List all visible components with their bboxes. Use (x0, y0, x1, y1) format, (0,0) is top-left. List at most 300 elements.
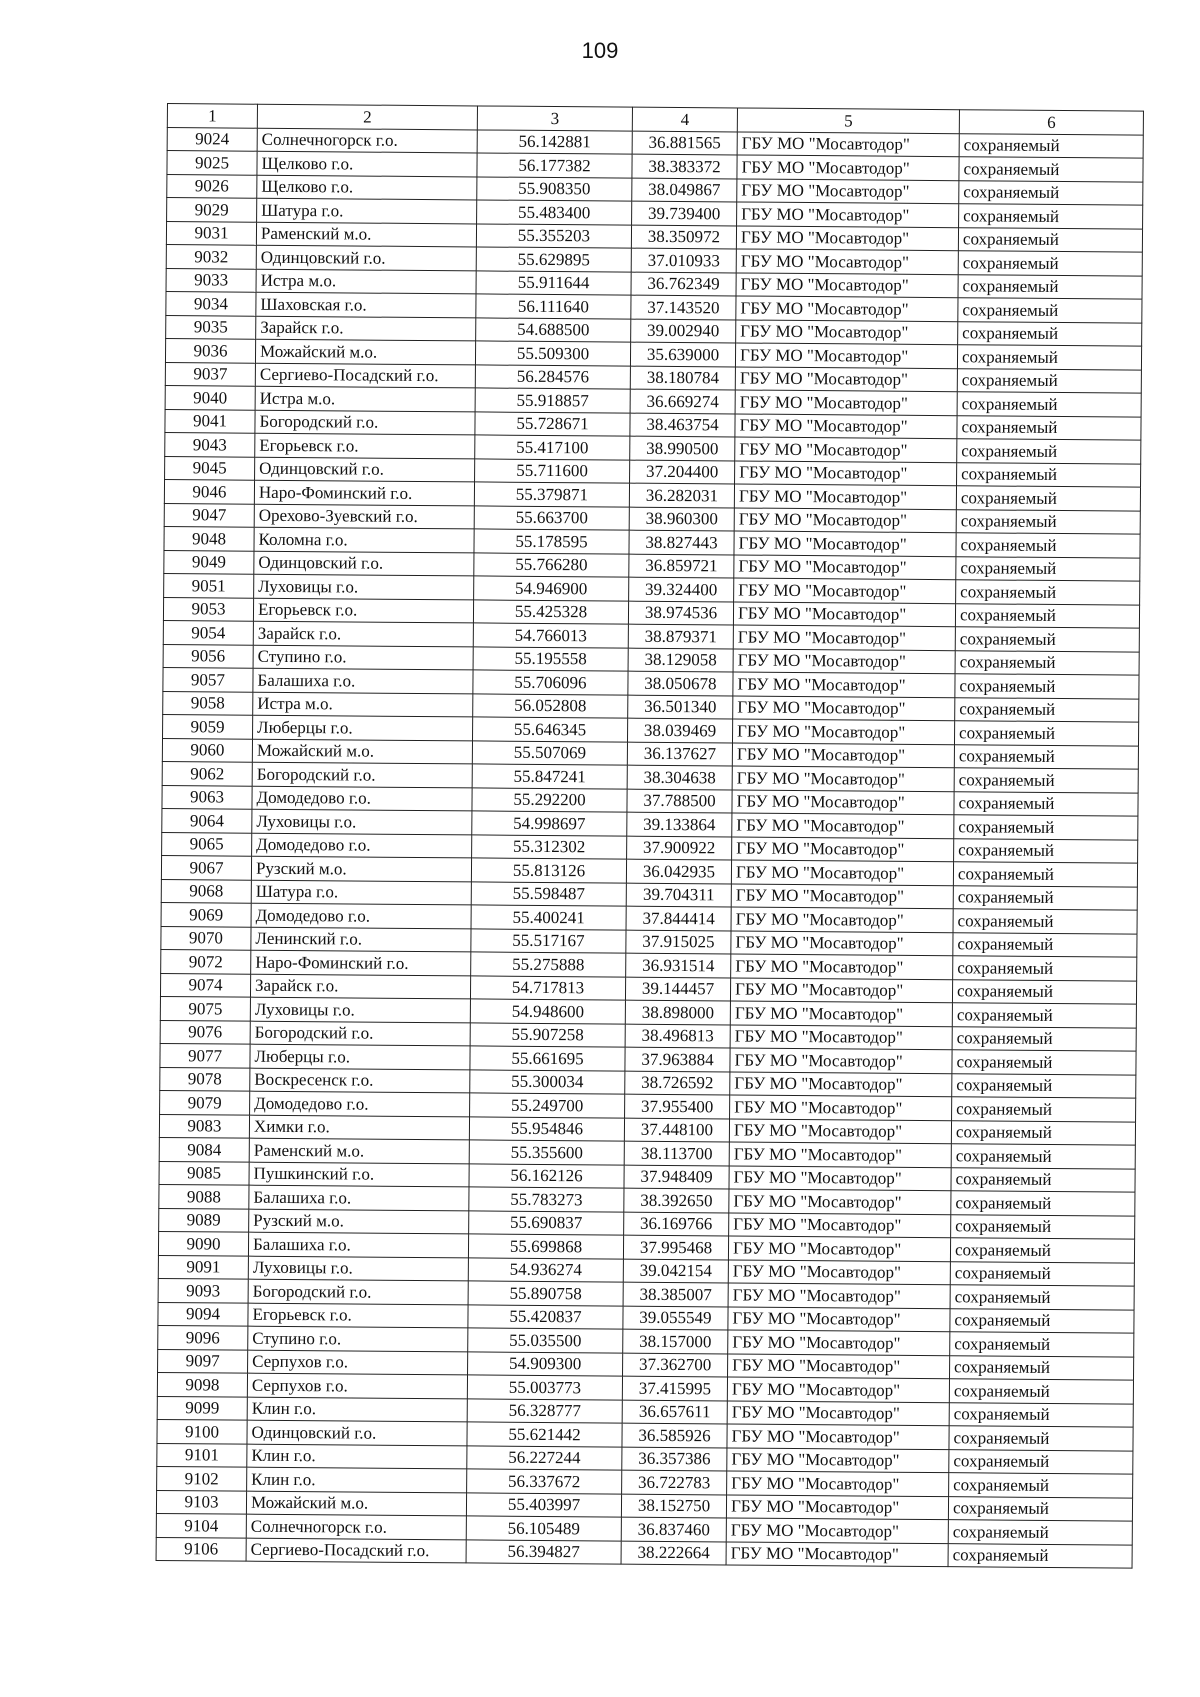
latitude-cell: 56.162126 (469, 1163, 624, 1188)
row-number-cell: 9097 (158, 1349, 248, 1373)
table-body (156, 127, 1143, 1568)
longitude-cell: 39.739400 (632, 201, 737, 225)
latitude-cell: 55.663700 (474, 505, 629, 530)
organization-cell: ГБУ МО "Мосавтодор" (729, 1212, 951, 1237)
row-number-cell: 9047 (164, 503, 254, 527)
municipality-cell: Луховицы г.о. (250, 997, 470, 1022)
latitude-cell: 55.035500 (468, 1328, 623, 1353)
longitude-cell: 39.144457 (625, 977, 730, 1001)
organization-cell: ГБУ МО "Мосавтодор" (736, 272, 958, 297)
status-cell: сохраняемый (950, 1308, 1134, 1333)
row-number-cell: 9072 (161, 949, 251, 973)
municipality-cell: Можайский м.о. (252, 739, 472, 764)
status-cell: сохраняемый (955, 674, 1139, 699)
municipality-cell: Истра м.о. (255, 386, 475, 411)
status-cell: сохраняемый (954, 744, 1138, 769)
row-number-cell: 9088 (159, 1184, 249, 1208)
municipality-cell: Рузский м.о. (251, 856, 471, 881)
organization-cell: ГБУ МО "Мосавтодор" (735, 343, 957, 368)
status-cell: сохраняемый (953, 862, 1137, 887)
row-number-cell: 9049 (164, 550, 254, 574)
organization-cell: ГБУ МО "Мосавтодор" (727, 1471, 949, 1496)
row-number-cell: 9056 (163, 644, 253, 668)
status-cell: сохраняемый (958, 321, 1142, 346)
longitude-cell: 38.157000 (623, 1329, 728, 1353)
organization-cell: ГБУ МО "Мосавтодор" (733, 695, 955, 720)
row-number-cell: 9106 (156, 1537, 246, 1561)
row-number-cell: 9043 (165, 432, 255, 456)
row-number-cell: 9064 (162, 808, 252, 832)
latitude-cell: 55.907258 (470, 1022, 625, 1047)
status-cell: сохраняемый (954, 768, 1138, 793)
latitude-cell: 55.249700 (470, 1093, 625, 1118)
status-cell: сохраняемый (949, 1426, 1133, 1451)
latitude-cell: 55.699868 (468, 1234, 623, 1259)
status-cell: сохраняемый (948, 1543, 1132, 1568)
row-number-cell: 9036 (165, 338, 255, 362)
column-header-6: 6 (959, 110, 1143, 135)
longitude-cell: 37.788500 (627, 789, 732, 813)
municipality-cell: Ленинский г.о. (251, 927, 471, 952)
latitude-cell: 56.337672 (467, 1469, 622, 1494)
longitude-cell: 38.385007 (623, 1282, 728, 1306)
latitude-cell: 55.517167 (471, 928, 626, 953)
organization-cell: ГБУ МО "Мосавтодор" (729, 1189, 951, 1214)
organization-cell: ГБУ МО "Мосавтодор" (726, 1494, 948, 1519)
longitude-cell: 38.827443 (629, 530, 734, 554)
organization-cell: ГБУ МО "Мосавтодор" (735, 366, 957, 391)
organization-cell: ГБУ МО "Мосавтодор" (737, 202, 959, 227)
organization-cell: ГБУ МО "Мосавтодор" (732, 836, 954, 861)
longitude-cell: 36.859721 (629, 554, 734, 578)
latitude-cell: 56.284576 (475, 364, 630, 389)
organization-cell: ГБУ МО "Мосавтодор" (728, 1236, 950, 1261)
organization-cell: ГБУ МО "Мосавтодор" (732, 813, 954, 838)
status-cell: сохраняемый (955, 697, 1139, 722)
municipality-cell: Истра м.о. (253, 692, 473, 717)
status-cell: сохраняемый (957, 392, 1141, 417)
status-cell: сохраняемый (948, 1520, 1132, 1545)
status-cell: сохраняемый (952, 979, 1136, 1004)
organization-cell: ГБУ МО "Мосавтодор" (726, 1541, 948, 1566)
municipality-cell: Ступино г.о. (248, 1326, 468, 1351)
latitude-cell: 55.509300 (475, 341, 630, 366)
municipality-cell: Богородский г.о. (255, 410, 475, 435)
row-number-cell: 9094 (158, 1302, 248, 1326)
organization-cell: ГБУ МО "Мосавтодор" (727, 1400, 949, 1425)
longitude-cell: 37.204400 (630, 460, 735, 484)
status-cell: сохраняемый (949, 1449, 1133, 1474)
status-cell: сохраняемый (952, 1073, 1136, 1098)
organization-cell: ГБУ МО "Мосавтодор" (734, 554, 956, 579)
latitude-cell: 55.646345 (473, 717, 628, 742)
latitude-cell: 55.417100 (475, 435, 630, 460)
organization-cell: ГБУ МО "Мосавтодор" (733, 625, 955, 650)
municipality-cell: Зарайск г.о. (256, 316, 476, 341)
longitude-cell: 38.960300 (629, 507, 734, 531)
latitude-cell: 54.688500 (476, 317, 631, 342)
organization-cell: ГБУ МО "Мосавтодор" (729, 1165, 951, 1190)
longitude-cell: 38.222664 (621, 1541, 726, 1565)
organization-cell: ГБУ МО "Мосавтодор" (730, 1001, 952, 1026)
status-cell: сохраняемый (948, 1496, 1132, 1521)
status-cell: сохраняемый (956, 556, 1140, 581)
organization-cell: ГБУ МО "Мосавтодор" (732, 742, 954, 767)
status-cell: сохраняемый (958, 298, 1142, 323)
municipality-cell: Щелково г.о. (257, 151, 477, 176)
row-number-cell: 9074 (160, 973, 250, 997)
latitude-cell: 55.312302 (472, 834, 627, 859)
status-cell: сохраняемый (953, 956, 1137, 981)
latitude-cell: 55.706096 (473, 670, 628, 695)
longitude-cell: 37.955400 (625, 1094, 730, 1118)
row-number-cell: 9063 (162, 785, 252, 809)
latitude-cell: 56.177382 (477, 153, 632, 178)
status-cell: сохраняемый (959, 204, 1143, 229)
status-cell: сохраняемый (954, 815, 1138, 840)
row-number-cell: 9026 (167, 174, 257, 198)
row-number-cell: 9090 (158, 1231, 248, 1255)
longitude-cell: 36.042935 (626, 859, 731, 883)
longitude-cell: 35.639000 (630, 342, 735, 366)
longitude-cell: 37.915025 (626, 930, 731, 954)
latitude-cell: 55.890758 (468, 1281, 623, 1306)
status-cell: сохраняемый (951, 1214, 1135, 1239)
municipality-cell: Егорьевск г.о. (255, 433, 475, 458)
municipality-cell: Шатура г.о. (251, 880, 471, 905)
latitude-cell: 54.766013 (473, 623, 628, 648)
row-number-cell: 9076 (160, 1020, 250, 1044)
municipality-cell: Богородский г.о. (248, 1279, 468, 1304)
longitude-cell: 38.898000 (625, 1000, 730, 1024)
municipality-cell: Солнечногорск г.о. (246, 1514, 466, 1539)
latitude-cell: 55.621442 (467, 1422, 622, 1447)
municipality-cell: Химки г.о. (249, 1115, 469, 1140)
row-number-cell: 9065 (162, 832, 252, 856)
longitude-cell: 38.383372 (632, 154, 737, 178)
longitude-cell: 38.974536 (628, 601, 733, 625)
municipality-cell: Люберцы г.о. (250, 1044, 470, 1069)
municipality-cell: Шатура г.о. (257, 198, 477, 223)
longitude-cell: 37.948409 (624, 1165, 729, 1189)
row-number-cell: 9099 (157, 1396, 247, 1420)
longitude-cell: 36.881565 (632, 131, 737, 155)
longitude-cell: 38.039469 (627, 718, 732, 742)
organization-cell: ГБУ МО "Мосавтодор" (730, 1071, 952, 1096)
organization-cell: ГБУ МО "Мосавтодор" (730, 1095, 952, 1120)
row-number-cell: 9046 (164, 479, 254, 503)
column-header-5: 5 (737, 108, 959, 133)
municipality-cell: Балашиха г.о. (248, 1232, 468, 1257)
municipality-cell: Богородский г.о. (250, 1021, 470, 1046)
status-cell: сохраняемый (955, 603, 1139, 628)
status-cell: сохраняемый (956, 509, 1140, 534)
status-cell: сохраняемый (951, 1191, 1135, 1216)
row-number-cell: 9035 (166, 315, 256, 339)
longitude-cell: 38.129058 (628, 648, 733, 672)
status-cell: сохраняемый (957, 415, 1141, 440)
municipality-cell: Одинцовский г.о. (247, 1420, 467, 1445)
longitude-cell: 39.324400 (629, 577, 734, 601)
municipality-cell: Луховицы г.о. (254, 574, 474, 599)
organization-cell: ГБУ МО "Мосавтодор" (736, 225, 958, 250)
organization-cell: ГБУ МО "Мосавтодор" (735, 390, 957, 415)
municipality-cell: Наро-Фоминский г.о. (251, 950, 471, 975)
latitude-cell: 54.948600 (470, 999, 625, 1024)
organization-cell: ГБУ МО "Мосавтодор" (731, 883, 953, 908)
row-number-cell: 9053 (163, 597, 253, 621)
row-number-cell: 9098 (157, 1372, 247, 1396)
latitude-cell: 55.918857 (475, 388, 630, 413)
longitude-cell: 36.837460 (621, 1517, 726, 1541)
latitude-cell: 56.394827 (466, 1539, 621, 1564)
organization-cell: ГБУ МО "Мосавтодор" (734, 531, 956, 556)
latitude-cell: 55.403997 (466, 1492, 621, 1517)
longitude-cell: 36.762349 (631, 272, 736, 296)
row-number-cell: 9067 (161, 855, 251, 879)
status-cell: сохраняемый (959, 133, 1143, 158)
status-cell: сохраняемый (959, 157, 1143, 182)
municipality-cell: Орехово-Зуевский г.о. (254, 504, 474, 529)
latitude-cell: 55.690837 (469, 1210, 624, 1235)
status-cell: сохраняемый (953, 885, 1137, 910)
municipality-cell: Домодедово г.о. (250, 1091, 470, 1116)
municipality-cell: Зарайск г.о. (253, 621, 473, 646)
municipality-cell: Балашиха г.о. (253, 668, 473, 693)
latitude-cell: 55.400241 (471, 905, 626, 930)
status-cell: сохраняемый (952, 1097, 1136, 1122)
latitude-cell: 55.813126 (471, 858, 626, 883)
municipality-cell: Домодедово г.о. (251, 903, 471, 928)
organization-cell: ГБУ МО "Мосавтодор" (735, 437, 957, 462)
longitude-cell: 36.169766 (624, 1212, 729, 1236)
latitude-cell: 55.292200 (472, 787, 627, 812)
organization-cell: ГБУ МО "Мосавтодор" (735, 460, 957, 485)
status-cell: сохраняемый (957, 439, 1141, 464)
status-cell: сохраняемый (950, 1261, 1134, 1286)
status-cell: сохраняемый (951, 1120, 1135, 1145)
latitude-cell: 55.728671 (475, 411, 630, 436)
row-number-cell: 9059 (163, 714, 253, 738)
row-number-cell: 9089 (159, 1208, 249, 1232)
row-number-cell: 9103 (156, 1490, 246, 1514)
row-number-cell: 9054 (163, 620, 253, 644)
longitude-cell: 37.900922 (627, 836, 732, 860)
row-number-cell: 9077 (160, 1043, 250, 1067)
status-cell: сохраняемый (951, 1167, 1135, 1192)
longitude-cell: 38.392650 (624, 1188, 729, 1212)
row-number-cell: 9069 (161, 902, 251, 926)
longitude-cell: 39.002940 (631, 319, 736, 343)
row-number-cell: 9084 (159, 1137, 249, 1161)
organization-cell: ГБУ МО "Мосавтодор" (728, 1353, 950, 1378)
latitude-cell: 55.355600 (469, 1140, 624, 1165)
status-cell: сохраняемый (952, 1003, 1136, 1028)
municipality-cell: Наро-Фоминский г.о. (254, 480, 474, 505)
organization-cell: ГБУ МО "Мосавтодор" (731, 930, 953, 955)
municipality-cell: Люберцы г.о. (253, 715, 473, 740)
longitude-cell: 36.137627 (627, 742, 732, 766)
column-header-4: 4 (632, 107, 737, 131)
organization-cell: ГБУ МО "Мосавтодор" (733, 648, 955, 673)
row-number-cell: 9083 (159, 1114, 249, 1138)
organization-cell: ГБУ МО "Мосавтодор" (737, 155, 959, 180)
row-number-cell: 9029 (167, 198, 257, 222)
latitude-cell: 56.142881 (477, 129, 632, 154)
longitude-cell: 37.844414 (626, 906, 731, 930)
longitude-cell: 37.143520 (631, 295, 736, 319)
status-cell: сохраняемый (950, 1238, 1134, 1263)
status-cell: сохраняемый (950, 1355, 1134, 1380)
row-number-cell: 9075 (160, 996, 250, 1020)
latitude-cell: 54.946900 (474, 576, 629, 601)
latitude-cell: 55.598487 (471, 881, 626, 906)
latitude-cell: 55.355203 (476, 223, 631, 248)
municipality-cell: Шаховская г.о. (256, 292, 476, 317)
latitude-cell: 55.420837 (468, 1304, 623, 1329)
row-number-cell: 9058 (163, 691, 253, 715)
organization-cell: ГБУ МО "Мосавтодор" (730, 1048, 952, 1073)
row-number-cell: 9032 (166, 244, 256, 268)
organization-cell: ГБУ МО "Мосавтодор" (731, 907, 953, 932)
status-cell: сохраняемый (958, 274, 1142, 299)
organization-cell: ГБУ МО "Мосавтодор" (727, 1447, 949, 1472)
longitude-cell: 36.357386 (622, 1447, 727, 1471)
longitude-cell: 37.362700 (623, 1353, 728, 1377)
municipality-cell: Рузский м.о. (249, 1209, 469, 1234)
row-number-cell: 9041 (165, 409, 255, 433)
row-number-cell: 9085 (159, 1161, 249, 1185)
longitude-cell: 37.448100 (624, 1118, 729, 1142)
latitude-cell: 56.111640 (476, 294, 631, 319)
row-number-cell: 9093 (158, 1278, 248, 1302)
organization-cell: ГБУ МО "Мосавтодор" (732, 766, 954, 791)
organization-cell: ГБУ МО "Мосавтодор" (732, 789, 954, 814)
latitude-cell: 55.711600 (475, 458, 630, 483)
organization-cell: ГБУ МО "Мосавтодор" (731, 860, 953, 885)
status-cell: сохраняемый (955, 627, 1139, 652)
municipality-cell: Луховицы г.о. (248, 1256, 468, 1281)
row-number-cell: 9062 (162, 761, 252, 785)
longitude-cell: 37.995468 (623, 1235, 728, 1259)
longitude-cell: 37.963884 (625, 1047, 730, 1071)
longitude-cell: 38.049867 (632, 178, 737, 202)
organization-cell: ГБУ МО "Мосавтодор" (736, 249, 958, 274)
municipality-cell: Пушкинский г.о. (249, 1162, 469, 1187)
latitude-cell: 54.998697 (472, 811, 627, 836)
row-number-cell: 9079 (160, 1090, 250, 1114)
longitude-cell: 36.669274 (630, 389, 735, 413)
municipality-cell: Коломна г.о. (254, 527, 474, 552)
row-number-cell: 9031 (166, 221, 256, 245)
organization-cell: ГБУ МО "Мосавтодор" (731, 954, 953, 979)
row-number-cell: 9057 (163, 667, 253, 691)
status-cell: сохраняемый (950, 1332, 1134, 1357)
municipality-cell: Луховицы г.о. (252, 809, 472, 834)
status-cell: сохраняемый (952, 1050, 1136, 1075)
row-number-cell: 9104 (156, 1513, 246, 1537)
municipality-cell: Домодедово г.о. (252, 833, 472, 858)
row-number-cell: 9102 (157, 1466, 247, 1490)
longitude-cell: 36.282031 (629, 483, 734, 507)
latitude-cell: 55.379871 (474, 482, 629, 507)
municipality-cell: Можайский м.о. (246, 1491, 466, 1516)
municipality-cell: Сергиево-Посадский г.о. (246, 1538, 466, 1563)
status-cell: сохраняемый (951, 1144, 1135, 1169)
organization-cell: ГБУ МО "Мосавтодор" (729, 1142, 951, 1167)
longitude-cell: 38.050678 (628, 671, 733, 695)
latitude-cell: 54.936274 (468, 1257, 623, 1282)
longitude-cell: 36.931514 (626, 953, 731, 977)
municipality-cell: Одинцовский г.о. (256, 245, 476, 270)
organization-cell: ГБУ МО "Мосавтодор" (736, 319, 958, 344)
longitude-cell: 38.152750 (621, 1494, 726, 1518)
latitude-cell: 54.909300 (468, 1351, 623, 1376)
latitude-cell: 55.275888 (471, 952, 626, 977)
row-number-cell: 9070 (161, 926, 251, 950)
organization-cell: ГБУ МО "Мосавтодор" (728, 1259, 950, 1284)
municipality-cell: Богородский г.о. (252, 762, 472, 787)
latitude-cell: 55.195558 (473, 646, 628, 671)
longitude-cell: 37.415995 (622, 1376, 727, 1400)
municipality-cell: Можайский м.о. (255, 339, 475, 364)
latitude-cell: 54.717813 (470, 975, 625, 1000)
status-cell: сохраняемый (950, 1285, 1134, 1310)
column-header-3: 3 (477, 106, 632, 131)
municipality-cell: Солнечногорск г.о. (257, 128, 477, 153)
registry-table (156, 103, 1144, 1569)
status-cell: сохраняемый (954, 721, 1138, 746)
organization-cell: ГБУ МО "Мосавтодор" (734, 484, 956, 509)
status-cell: сохраняемый (957, 368, 1141, 393)
status-cell: сохраняемый (957, 462, 1141, 487)
status-cell: сохраняемый (949, 1379, 1133, 1404)
municipality-cell: Зарайск г.о. (250, 974, 470, 999)
latitude-cell: 55.300034 (470, 1069, 625, 1094)
latitude-cell: 56.328777 (467, 1398, 622, 1423)
longitude-cell: 39.133864 (627, 812, 732, 836)
latitude-cell: 55.954846 (469, 1116, 624, 1141)
status-cell: сохраняемый (956, 533, 1140, 558)
row-number-cell: 9060 (162, 738, 252, 762)
row-number-cell: 9091 (158, 1255, 248, 1279)
row-number-cell: 9034 (166, 291, 256, 315)
municipality-cell: Егорьевск г.о. (248, 1303, 468, 1328)
latitude-cell: 55.661695 (470, 1046, 625, 1071)
longitude-cell: 38.496813 (625, 1024, 730, 1048)
longitude-cell: 38.726592 (625, 1071, 730, 1095)
organization-cell: ГБУ МО "Мосавтодор" (730, 977, 952, 1002)
latitude-cell: 55.483400 (477, 200, 632, 225)
organization-cell: ГБУ МО "Мосавтодор" (727, 1424, 949, 1449)
latitude-cell: 55.911644 (476, 270, 631, 295)
page-number: 109 (581, 38, 619, 63)
municipality-cell: Сергиево-Посадский г.о. (255, 363, 475, 388)
row-number-cell: 9101 (157, 1443, 247, 1467)
status-cell: сохраняемый (954, 791, 1138, 816)
row-number-cell: 9025 (167, 151, 257, 175)
latitude-cell: 55.178595 (474, 529, 629, 554)
longitude-cell: 38.990500 (630, 436, 735, 460)
organization-cell: ГБУ МО "Мосавтодор" (728, 1283, 950, 1308)
organization-cell: ГБУ МО "Мосавтодор" (734, 507, 956, 532)
row-number-cell: 9068 (161, 879, 251, 903)
longitude-cell: 39.704311 (626, 883, 731, 907)
longitude-cell: 38.180784 (630, 366, 735, 390)
municipality-cell: Клин г.о. (247, 1444, 467, 1469)
latitude-cell: 56.052808 (473, 693, 628, 718)
status-cell: сохраняемый (956, 580, 1140, 605)
